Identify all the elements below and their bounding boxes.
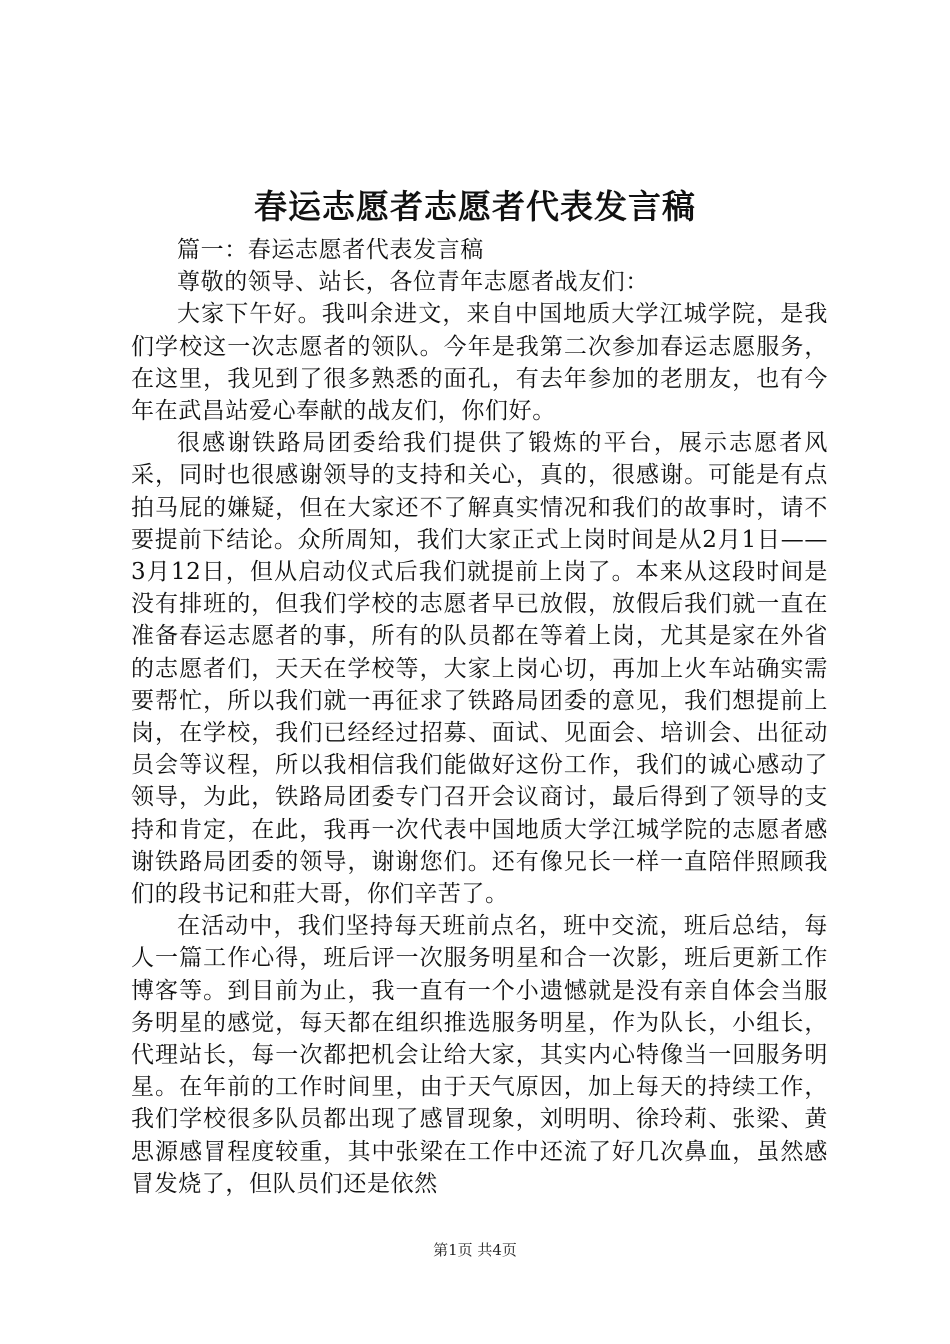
document-body [131, 234, 828, 1200]
paragraph-thanks: 很感谢铁路局团委给我们提供了锻炼的平台，展示志愿者风采，同时也很感谢领导的支持和关心，真的，很感谢。可能是有点拍马屁的嫌疑，但在大家还不了解真实情况和我们的故事时，请不要提前下结论。众所周知，我们大家正式上岗时间是从2月1日——3月12日，但从启动仪式后我们就提前上岗了。本来从这段时间是没有排班的，但我们学校的志愿者早已放假，放假后我们就一直在准备春运志愿者的事，所有的队员都在等着上岗，尤其是家在外省的志愿者们，天天在学校等，大家上岗心切，再加上火车站确实需要帮忙，所以我们就一再征求了铁路局团委的意见，我们想提前上岗，在学校，我们已经经过招募、面试、见面会、培训会、出征动员会等议程，所以我相信我们能做好这份工作，我们的诚心感动了领导，为此，铁路局团委专门召开会议商讨，最后得到了领导的支持和肯定，在此，我再一次代表中国地质大学江城学院的志愿者感谢铁路局团委的领导，谢谢您们。还有像兄长一样一直陪伴照顾我们的段书记和莊大哥，你们辛苦了。 [131, 430, 828, 908]
paragraph-introduction: 大家下午好。我叫余进文，来自中国地质大学江城学院，是我们学校这一次志愿者的领队。今年是我第二次参加春运志愿服务，在这里，我见到了很多熟悉的面孔，有去年参加的老朋友，也有今年在武昌站爱心奉献的战友们，你们好。 [131, 301, 828, 425]
paragraph-section-heading: 篇一：春运志愿者代表发言稿 [177, 237, 484, 263]
paragraph-activities: 在活动中，我们坚持每天班前点名，班中交流，班后总结，每人一篇工作心得，班后评一次服务明星和合一次影，班后更新工作博客等。到目前为止，我一直有一个小遗憾就是没有亲自体会当服务明星的感觉，每天都在组织推选服务明星，作为队长，小组长，代理站长，每一次都把机会让给大家，其实内心特像当一回服务明星。在年前的工作时间里，由于天气原因，加上每天的持续工作，我们学校很多队员都出现了感冒现象，刘明明、徐玲莉、张梁、黄思源感冒程度较重，其中张梁在工作中还流了好几次鼻血，虽然感冒发烧了，但队员们还是依然 [131, 913, 828, 1197]
page-number-footer: 第1页 共4页 [433, 1241, 517, 1259]
paragraph-salutation: 尊敬的领导、站长，各位青年志愿者战友们： [177, 269, 649, 296]
document-title: 春运志愿者志愿者代表发言稿 [254, 187, 696, 226]
